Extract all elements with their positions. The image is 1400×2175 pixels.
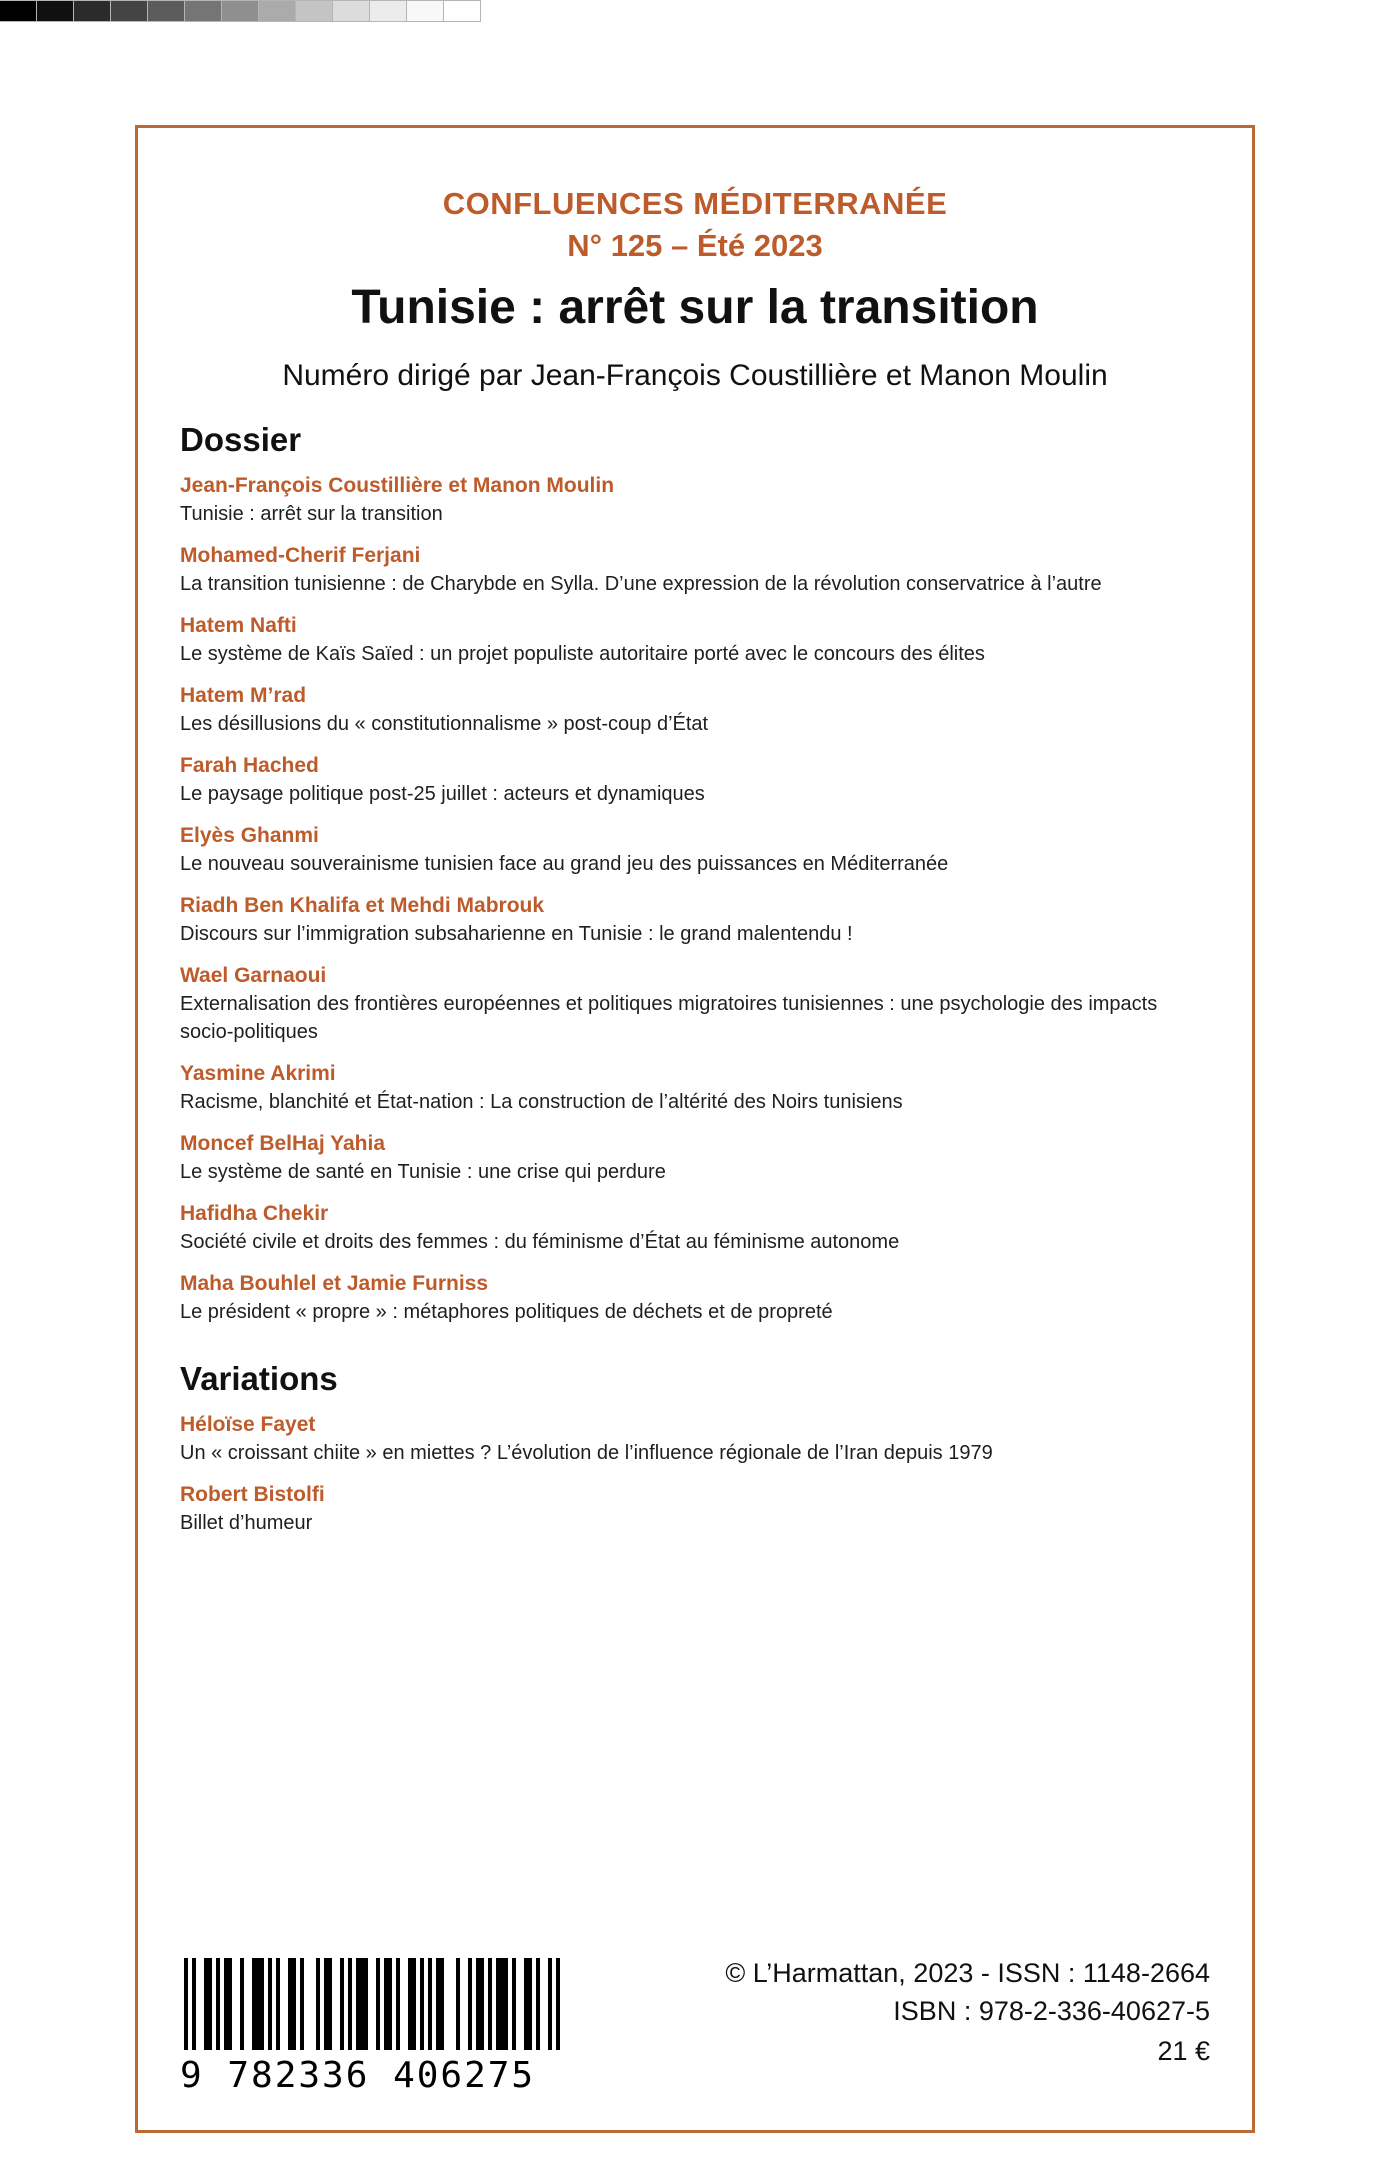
calibration-swatch: [258, 0, 296, 22]
entry-author: Wael Garnaoui: [180, 964, 327, 987]
entry-title: Le système de santé en Tunisie : une crise qui perdure: [180, 1161, 666, 1183]
calibration-swatch: [110, 0, 148, 22]
back-cover-frame: [135, 125, 1255, 2133]
directed-by: Numéro dirigé par Jean-François Coustillière et Manon Moulin: [282, 359, 1108, 392]
entry-title: Un « croissant chiite » en miettes ? L’évolution de l’influence régionale de l’Iran depuis 1979: [180, 1442, 993, 1464]
journal-name: CONFLUENCES MÉDITERRANÉE: [442, 186, 948, 221]
section-heading-dossier: Dossier: [180, 421, 302, 458]
entry-author: Robert Bistolfi: [180, 1483, 325, 1506]
isbn: ISBN : 978-2-336-40627-5: [893, 1996, 1210, 2026]
entry-author: Hatem Nafti: [180, 614, 297, 637]
calibration-swatch: [184, 0, 222, 22]
entry-author: Hafidha Chekir: [180, 1202, 329, 1225]
copyright-issn: © L’Harmattan, 2023 - ISSN : 1148-2664: [725, 1958, 1210, 1988]
entry-title: Racisme, blanchité et État-nation : La construction de l’altérité des Noirs tunisiens: [180, 1091, 903, 1113]
toc-entry: [180, 471, 1210, 528]
publisher-info: [725, 1954, 1210, 2070]
entry-title: Les désillusions du « constitutionnalisme » post-coup d’État: [180, 713, 709, 735]
barcode-digits: 9 782336 406275: [180, 2055, 536, 2096]
entry-author: Elyès Ghanmi: [180, 824, 319, 847]
section-heading-variations: Variations: [180, 1360, 338, 1397]
color-calibration-bar: [0, 0, 481, 22]
toc-entry: [180, 891, 1210, 948]
calibration-swatch: [295, 0, 333, 22]
calibration-swatch: [332, 0, 370, 22]
cover-header: [138, 186, 1252, 393]
price: 21 €: [1157, 2036, 1210, 2066]
entry-title: Le paysage politique post-25 juillet : acteurs et dynamiques: [180, 783, 705, 805]
toc-entry: [180, 611, 1210, 668]
toc-entry: [180, 1059, 1210, 1116]
calibration-swatch: [221, 0, 259, 22]
entry-author: Moncef BelHaj Yahia: [180, 1132, 386, 1155]
entry-title: Le président « propre » : métaphores politiques de déchets et de propreté: [180, 1301, 833, 1323]
entry-title: La transition tunisienne : de Charybde en Sylla. D’une expression de la révolution conservatrice à l’autre: [180, 573, 1102, 595]
calibration-swatch: [147, 0, 185, 22]
table-of-contents: [138, 421, 1252, 1537]
toc-entry: [180, 1480, 1210, 1537]
entry-title: Externalisation des frontières européennes et politiques migratoires tunisiennes : une psychologie des impacts socio-politiques: [180, 993, 1158, 1043]
entry-title: Tunisie : arrêt sur la transition: [180, 503, 443, 525]
toc-entry: [180, 821, 1210, 878]
toc-entry: [180, 1410, 1210, 1467]
entry-author: Mohamed-Cherif Ferjani: [180, 544, 421, 567]
entry-author: Farah Hached: [180, 754, 319, 777]
entry-author: Hatem M’rad: [180, 684, 307, 707]
entry-author: Héloïse Fayet: [180, 1413, 316, 1436]
entry-title: Discours sur l’immigration subsaharienne en Tunisie : le grand malentendu !: [180, 923, 853, 945]
issue-title: Tunisie : arrêt sur la transition: [351, 281, 1039, 334]
toc-entry: [180, 541, 1210, 598]
calibration-swatch: [443, 0, 481, 22]
entry-author: Maha Bouhlel et Jamie Furniss: [180, 1272, 489, 1295]
calibration-swatch: [0, 0, 37, 22]
calibration-swatch: [369, 0, 407, 22]
calibration-swatch: [36, 0, 74, 22]
toc-entry: [180, 1269, 1210, 1326]
barcode-bars-image: [180, 1958, 560, 2050]
calibration-swatch: [73, 0, 111, 22]
entry-author: Riadh Ben Khalifa et Mehdi Mabrouk: [180, 894, 545, 917]
issue-number: N° 125 – Été 2023: [567, 228, 823, 263]
toc-entry: [180, 1199, 1210, 1256]
entry-author: Yasmine Akrimi: [180, 1062, 336, 1085]
toc-entry: [180, 751, 1210, 808]
toc-entry: [180, 1129, 1210, 1186]
entry-title: Le système de Kaïs Saïed : un projet populiste autoritaire porté avec le concours des élites: [180, 643, 985, 665]
toc-entry: [180, 961, 1210, 1046]
entry-title: Billet d’humeur: [180, 1512, 313, 1534]
barcode: [180, 1958, 580, 2096]
toc-entry: [180, 681, 1210, 738]
entry-author: Jean-François Coustillière et Manon Moulin: [180, 474, 615, 497]
calibration-swatch: [406, 0, 444, 22]
entry-title: Société civile et droits des femmes : du féminisme d’État au féminisme autonome: [180, 1231, 900, 1253]
entry-title: Le nouveau souverainisme tunisien face au grand jeu des puissances en Méditerranée: [180, 853, 949, 875]
